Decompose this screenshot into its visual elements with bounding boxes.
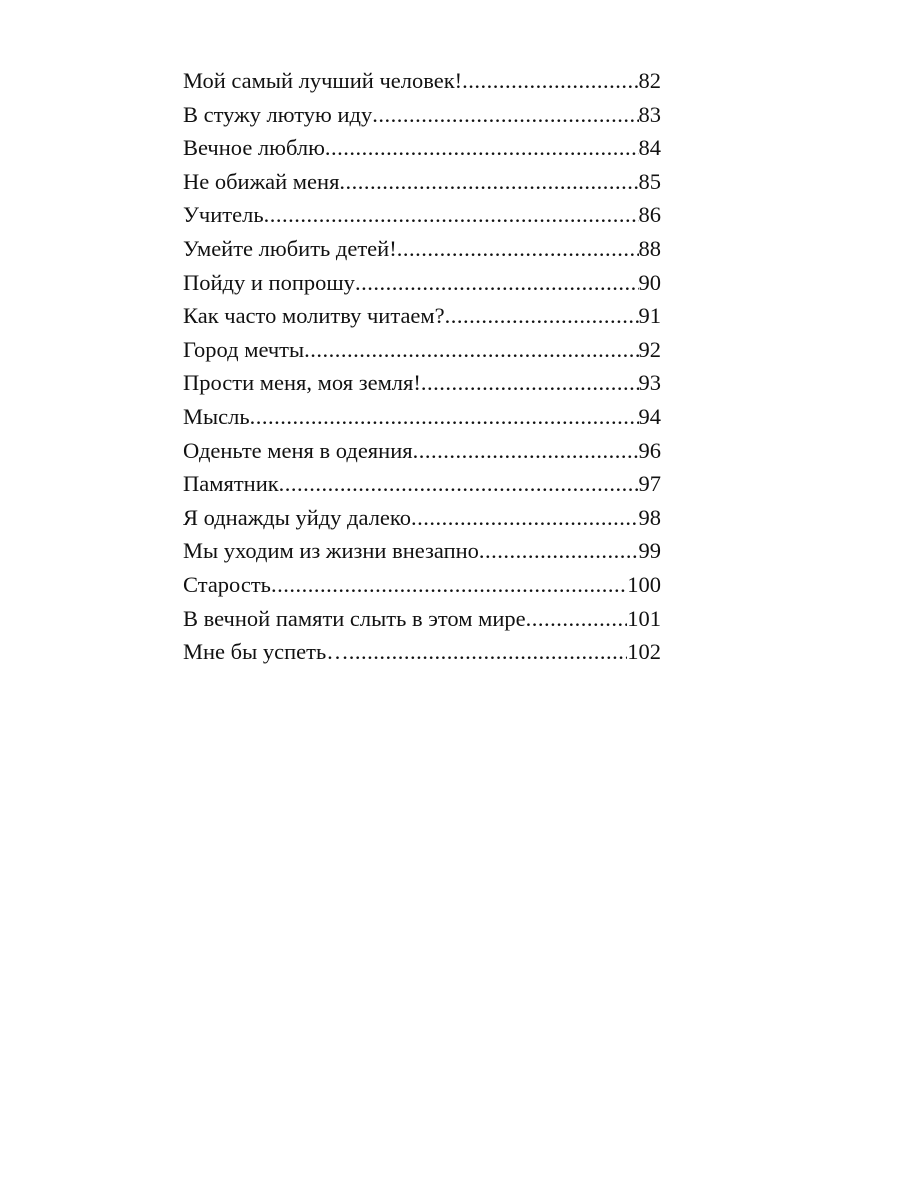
toc-dot-leader [413, 434, 639, 468]
toc-entry-page: 100 [627, 571, 661, 597]
toc-entry [183, 400, 661, 434]
toc-entry-page: 101 [627, 605, 661, 631]
toc-entry-title: Пойду и попрошу [183, 269, 355, 295]
toc-dot-leader [445, 299, 639, 333]
toc-dot-leader [462, 64, 638, 98]
toc-entry-page: 102 [627, 639, 661, 665]
toc-entry-page: 82 [638, 68, 661, 93]
toc-entry-page: 93 [638, 370, 661, 396]
toc-entry [183, 467, 661, 501]
toc-entry-page: 92 [638, 336, 661, 362]
toc-entry-page: 90 [638, 269, 661, 295]
toc-entry-title: Памятник [183, 471, 279, 497]
toc-entry [183, 534, 661, 568]
toc-entry [183, 165, 661, 199]
toc-dot-leader [339, 165, 638, 199]
toc-dot-leader [372, 98, 638, 132]
toc-dot-leader [250, 400, 639, 434]
toc-dot-leader [304, 333, 638, 367]
toc-entry [183, 501, 661, 535]
toc-entry [183, 333, 661, 367]
toc-dot-leader [421, 366, 639, 400]
toc-entry-page: 94 [638, 403, 661, 429]
toc-entry-page: 98 [638, 504, 661, 530]
toc-entry [183, 299, 661, 333]
toc-dot-leader [325, 131, 639, 165]
toc-entry-page: 88 [638, 235, 661, 261]
toc-entry-page: 83 [638, 101, 661, 127]
toc-entry-title: Старость [183, 571, 271, 597]
toc-entry-title: Не обижай меня [183, 168, 340, 194]
toc-dot-leader [397, 232, 639, 266]
toc-entry [183, 568, 661, 602]
toc-entry-title: В стужу лютую иду [183, 101, 373, 127]
toc-entry [183, 602, 661, 636]
toc-dot-leader [279, 467, 639, 501]
toc-entry-title: В вечной памяти слыть в этом мире [183, 605, 526, 631]
toc-entry-page: 91 [638, 303, 661, 329]
toc-dot-leader [349, 635, 628, 669]
toc-dot-leader [479, 534, 639, 568]
toc-entry [183, 64, 661, 98]
toc-entry-page: 96 [638, 437, 661, 463]
toc-entry-title: Прости меня, моя земля! [183, 370, 421, 396]
toc-entry-title: Мысль [183, 403, 250, 429]
toc-dot-leader [526, 602, 628, 636]
toc-dot-leader [271, 568, 627, 602]
toc-entry-page: 86 [638, 202, 661, 228]
toc-entry [183, 635, 661, 669]
toc-entry-title: Я однажды уйду далеко [183, 504, 411, 530]
toc-entry [183, 232, 661, 266]
toc-entry-title: Умейте любить детей! [183, 235, 397, 261]
toc-entry-page: 84 [638, 135, 661, 161]
toc-entry-title: Как часто молитву читаем? [183, 303, 445, 329]
toc-entry-page: 97 [638, 471, 661, 497]
toc-entry-title: Оденьте меня в одеяния [183, 437, 413, 463]
toc-entry [183, 198, 661, 232]
toc-entry-title: Учитель [183, 202, 264, 228]
toc-entry [183, 98, 661, 132]
table-of-contents [183, 64, 661, 669]
toc-dot-leader [411, 501, 639, 535]
toc-entry [183, 131, 661, 165]
toc-entry [183, 434, 661, 468]
toc-entry [183, 366, 661, 400]
toc-entry [183, 266, 661, 300]
toc-entry-page: 99 [638, 538, 661, 564]
toc-dot-leader [355, 266, 639, 300]
toc-entry-title: Мой самый лучший человек! [183, 68, 463, 93]
toc-dot-leader [264, 198, 639, 232]
toc-entry-title: Мы уходим из жизни внезапно [183, 538, 479, 564]
toc-entry-page: 85 [638, 168, 661, 194]
toc-entry-title: Город мечты [183, 336, 305, 362]
toc-entry-title: Мне бы успеть… [183, 639, 349, 665]
toc-entry-title: Вечное люблю [183, 135, 325, 161]
